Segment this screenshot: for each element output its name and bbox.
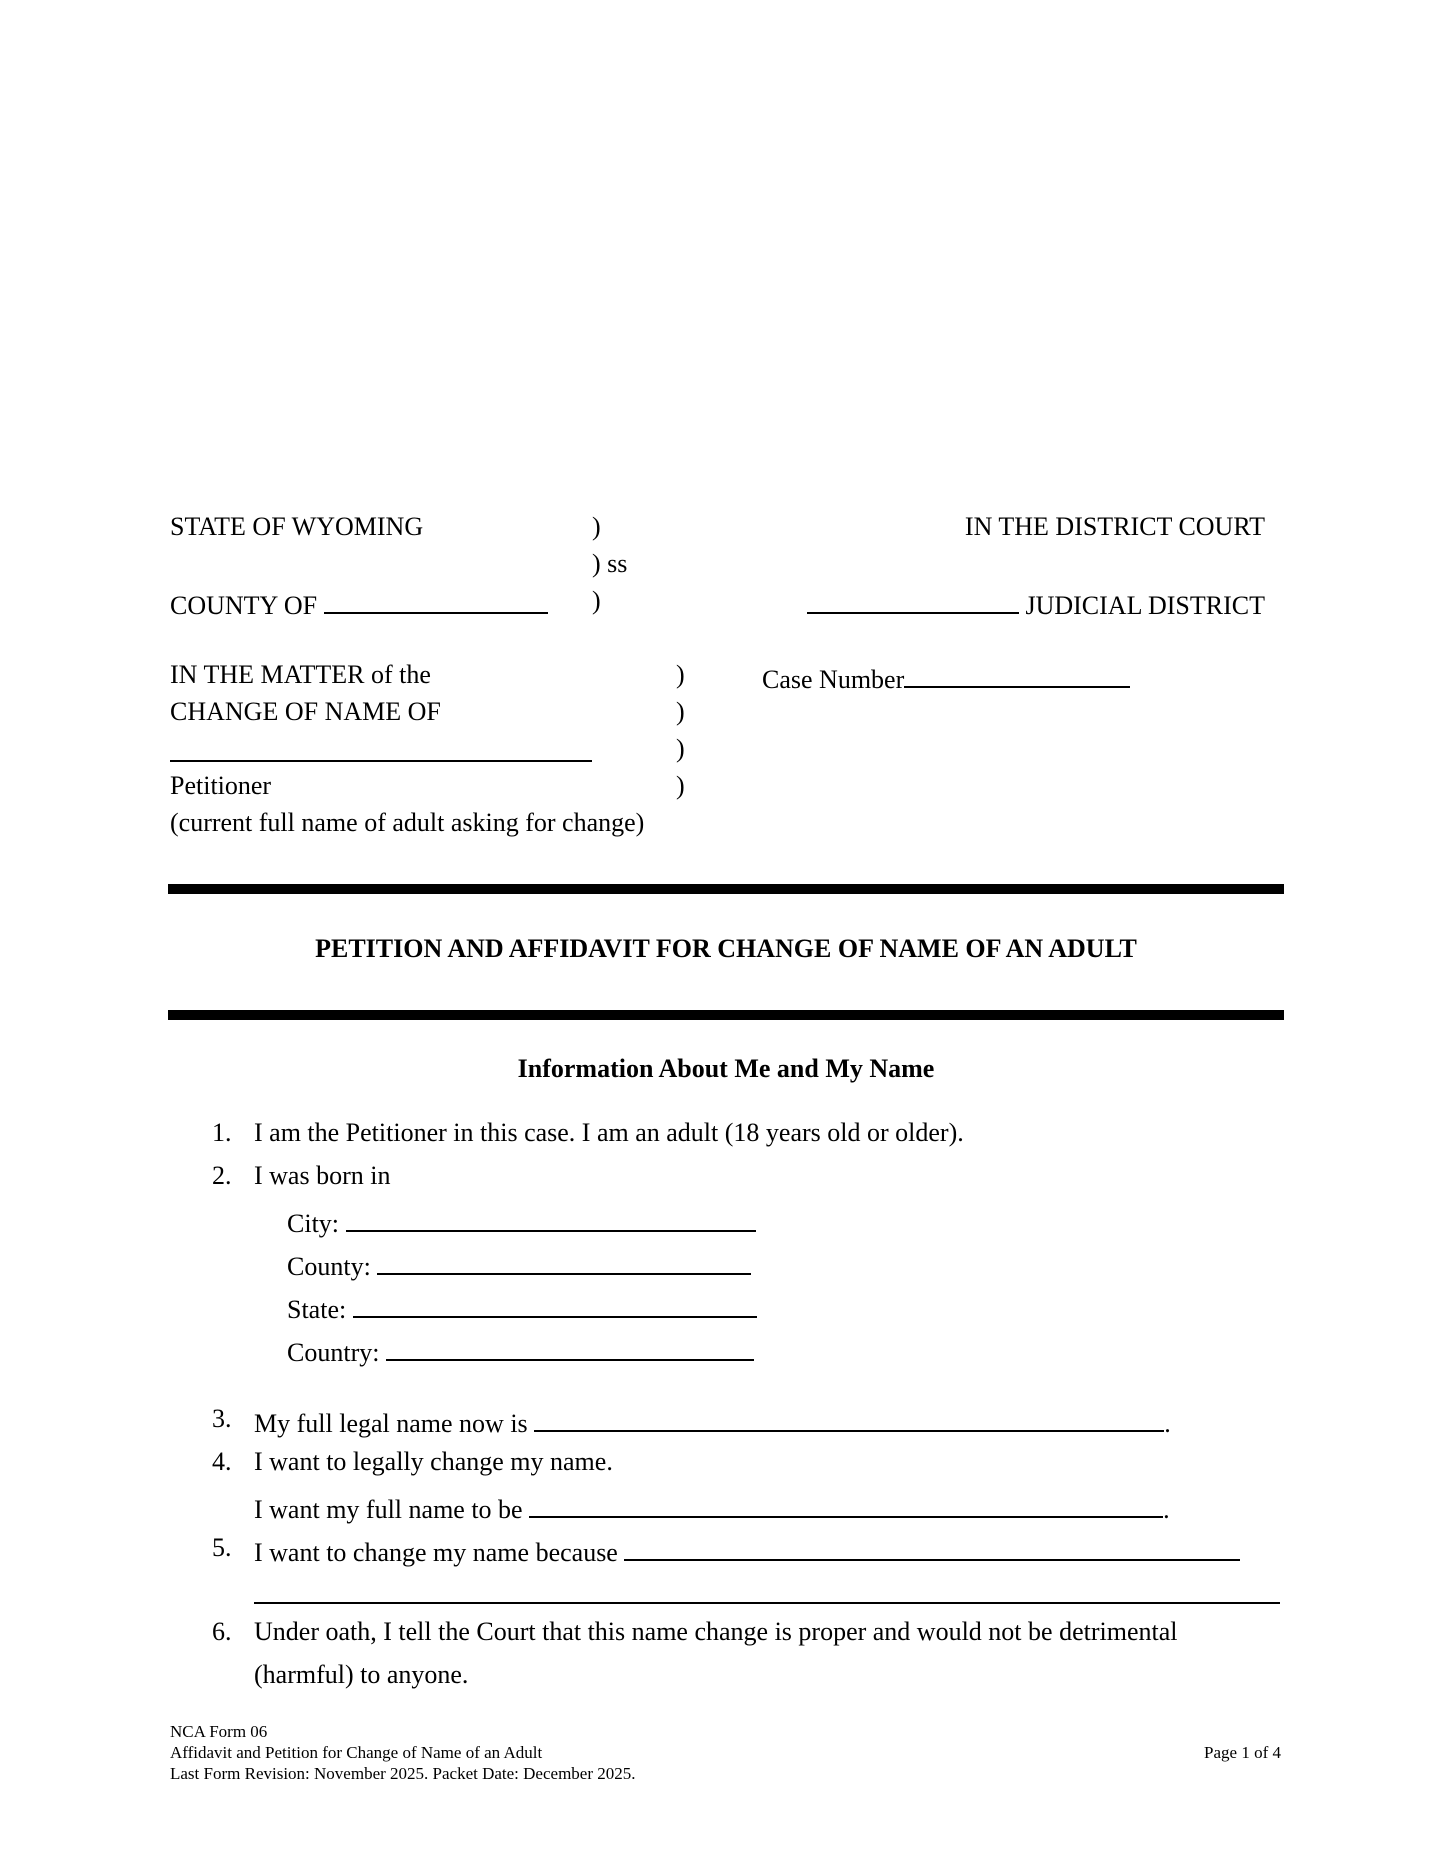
birth-country-label: Country: bbox=[287, 1338, 380, 1367]
caption-paren: ) bbox=[676, 771, 685, 800]
reason-field-line2[interactable] bbox=[254, 1576, 1280, 1604]
judicial-district-field[interactable] bbox=[807, 586, 1019, 614]
birth-country-line bbox=[287, 1333, 754, 1368]
birth-state-label: State: bbox=[287, 1295, 347, 1324]
footer-revision: Last Form Revision: November 2025. Packet Date: December 2025. bbox=[170, 1764, 636, 1783]
birth-county-line bbox=[287, 1247, 751, 1282]
item-text-line2: I want my full name to be bbox=[254, 1495, 523, 1524]
top-rule bbox=[168, 884, 1284, 894]
birth-state-line bbox=[287, 1290, 757, 1325]
matter-line2: CHANGE OF NAME OF bbox=[170, 697, 441, 726]
birth-country-field[interactable] bbox=[386, 1333, 754, 1361]
judicial-district-line bbox=[807, 586, 1265, 621]
birth-state-field[interactable] bbox=[353, 1290, 757, 1318]
birth-city-label: City: bbox=[287, 1209, 340, 1238]
footer-page-number: Page 1 of 4 bbox=[1204, 1743, 1281, 1762]
birth-city-field[interactable] bbox=[346, 1204, 756, 1232]
county-field[interactable] bbox=[324, 586, 548, 614]
birth-city-line bbox=[287, 1204, 756, 1239]
bottom-rule bbox=[168, 1010, 1284, 1020]
petitioner-label: Petitioner bbox=[170, 771, 272, 800]
birth-county-label: County: bbox=[287, 1252, 371, 1281]
caption-paren: ) bbox=[676, 660, 685, 689]
current-name-field[interactable] bbox=[534, 1404, 1164, 1432]
item-number: 5. bbox=[212, 1533, 232, 1562]
petitioner-name-line bbox=[170, 734, 592, 769]
section-heading: Information About Me and My Name bbox=[517, 1054, 935, 1083]
item-end: . bbox=[1164, 1409, 1171, 1438]
case-number-label: Case Number bbox=[762, 665, 905, 694]
item-text: Under oath, I tell the Court that this name change is proper and would not be detrimental bbox=[254, 1617, 1178, 1646]
item-new-name-line bbox=[254, 1490, 1170, 1525]
footer-form: NCA Form 06 bbox=[170, 1722, 268, 1741]
county-line bbox=[170, 586, 548, 621]
reason-field[interactable] bbox=[624, 1533, 1240, 1561]
birth-county-field[interactable] bbox=[377, 1247, 751, 1275]
item-text: I want to legally change my name. bbox=[254, 1447, 613, 1476]
caption-paren: ) bbox=[676, 734, 685, 763]
case-number-line bbox=[762, 660, 1130, 695]
item-text-line2: (harmful) to anyone. bbox=[254, 1660, 469, 1689]
petitioner-note: (current full name of adult asking for change) bbox=[170, 808, 645, 837]
item-end: . bbox=[1163, 1495, 1170, 1524]
item-number: 2. bbox=[212, 1161, 232, 1190]
state-label: STATE OF WYOMING bbox=[170, 512, 424, 541]
item-current-name-line bbox=[254, 1404, 1171, 1439]
item-number: 4. bbox=[212, 1447, 232, 1476]
item-text: I am the Petitioner in this case. I am an adult (18 years old or older). bbox=[254, 1118, 964, 1147]
item-number: 1. bbox=[212, 1118, 232, 1147]
item-text: I want to change my name because bbox=[254, 1538, 618, 1567]
item-text: I was born in bbox=[254, 1161, 391, 1190]
footer-form-title: Affidavit and Petition for Change of Name of an Adult bbox=[170, 1743, 543, 1762]
item-number: 3. bbox=[212, 1404, 232, 1433]
petitioner-name-field[interactable] bbox=[170, 734, 592, 762]
item-reason-line bbox=[254, 1533, 1240, 1568]
matter-line1: IN THE MATTER of the bbox=[170, 660, 431, 689]
item-text: My full legal name now is bbox=[254, 1409, 528, 1438]
caption-paren-ss: ) ss bbox=[592, 549, 628, 578]
case-number-field[interactable] bbox=[904, 660, 1130, 688]
judicial-district-label: JUDICIAL DISTRICT bbox=[1025, 591, 1265, 620]
caption-paren: ) bbox=[592, 586, 601, 615]
reason-line2 bbox=[254, 1576, 1280, 1611]
item-number: 6. bbox=[212, 1617, 232, 1646]
caption-paren: ) bbox=[592, 512, 601, 541]
page-title: PETITION AND AFFIDAVIT FOR CHANGE OF NAME OF AN ADULT bbox=[315, 934, 1137, 963]
new-name-field[interactable] bbox=[529, 1490, 1163, 1518]
court-label: IN THE DISTRICT COURT bbox=[964, 512, 1265, 541]
caption-paren: ) bbox=[676, 697, 685, 726]
county-label: COUNTY OF bbox=[170, 591, 318, 620]
